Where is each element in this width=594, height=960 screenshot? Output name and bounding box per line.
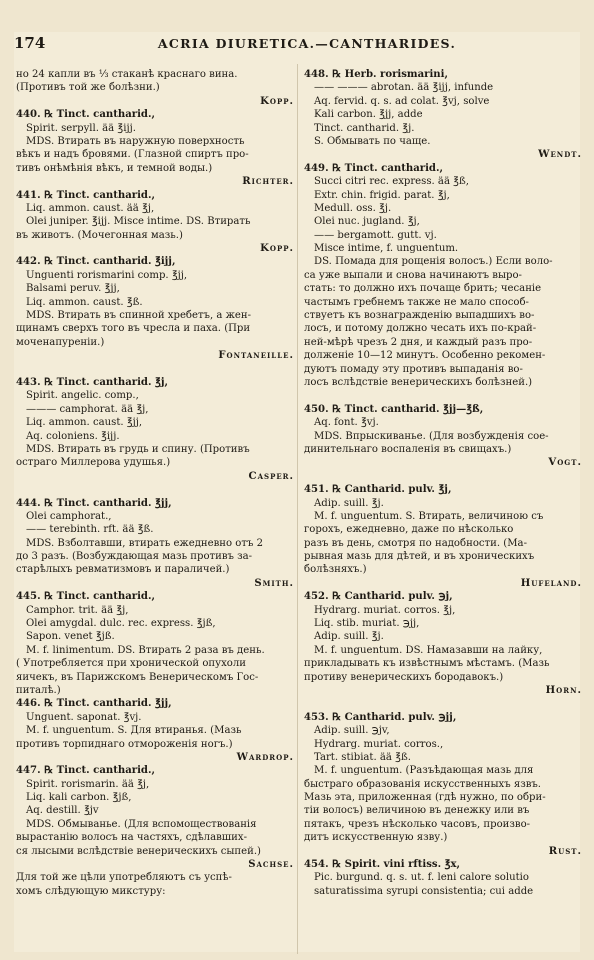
text-line: Extr. chin. frigid. parat. ℥j, <box>314 189 450 201</box>
text-line: Adip. suill. ℈jv, <box>314 725 390 737</box>
text-line: Kali carbon. ℥jj, adde <box>314 109 423 121</box>
recipe-heading-line: 448. ℞ Herb. rorismarini, <box>304 69 448 80</box>
text-line: Unguent. saponat. ℥vj. <box>26 711 142 723</box>
text-line: Succi citri rec. express. ää ℥ß, <box>314 176 469 188</box>
text-line: частымъ гребнемъ также не мало способ- <box>304 296 529 308</box>
text-line: са уже выпали и снова начинаютъ выро- <box>304 269 522 281</box>
text-line: яичекъ, въ Парижскомъ Венерическомъ Гос- <box>16 671 259 683</box>
recipe-heading-line: 447. ℞ Tinct. cantharid., <box>16 765 155 777</box>
text-line: Мазь эта, приложенная (гдѣ нужно, по обри- <box>304 792 546 804</box>
text-line: DS. Помада для рощенія волосъ.) Если воло- <box>314 256 553 268</box>
author-attribution: Wardrop. <box>236 751 294 763</box>
text-line: Liq. ammon. caust. ℥ß. <box>26 296 143 308</box>
text-line: M. f. unguentum. S. Втирать, величиною съ <box>314 510 544 522</box>
author-attribution: Kopp. <box>260 243 294 255</box>
text-line: Balsami peruv. ℥jj, <box>26 283 120 295</box>
text-line: Для той же цѣли употребляютъ съ успѣ- <box>16 872 232 884</box>
text-line: MDS. Взболтавши, втирать ежедневно отъ 2 <box>26 537 264 549</box>
author-attribution: Vogt. <box>548 457 582 469</box>
text-line: стать: то должно ихъ почаще брить; чесаніе <box>304 283 542 295</box>
text-line: горохъ, ежедневно, даже по нѣсколько <box>304 524 514 536</box>
recipe-heading-line: 449. ℞ Tinct. cantharid., <box>304 162 443 174</box>
text-line: тивъ онѣмѣнія вѣкъ, и темной воды.) <box>16 162 213 174</box>
text-line: MDS. Обмыванье. (Для вспомоществованія <box>26 818 257 830</box>
text-line: хомъ слѣдующую микстуру: <box>16 885 166 897</box>
text-line: болѣзняхъ.) <box>304 564 367 576</box>
recipe-heading-line: 446. ℞ Tinct. cantharid. ℥jj, <box>16 698 172 710</box>
recipe-heading-line: 442. ℞ Tinct. cantharid. ℥ijj, <box>16 256 176 268</box>
text-line: Aq. destill. ℥jv <box>26 805 99 817</box>
text-line: Adip. suill. ℥j. <box>314 497 384 509</box>
text-line: Spirit. angelic. comp., <box>26 390 139 402</box>
recipe-heading-line: 444. ℞ Tinct. cantharid. ℥jj, <box>16 497 172 509</box>
text-line: остраго Миллерова удушья.) <box>16 457 171 469</box>
text-line: вырастанію волосъ на частяхъ, сдѣлавших- <box>16 832 247 844</box>
text-line <box>304 470 586 483</box>
text-line: до 3 разъ. (Возбуждающая мазь противъ за- <box>16 551 253 563</box>
text-line: —— terebinth. rft. ää ℥ß. <box>26 524 154 536</box>
text-line <box>304 697 586 710</box>
text-line: ся лысыми вслѣдствіе венерическихъ сыпей.) <box>16 845 261 857</box>
text-line: динительнаго воспаленія въ свищахъ.) <box>304 443 512 455</box>
text-line: Medull. oss. ℥j. <box>314 202 392 214</box>
text-line: ней-мѣрѣ чрезъ 2 дня, и каждый разъ про- <box>304 336 533 348</box>
author-attribution: Casper. <box>248 470 294 482</box>
right-column <box>304 68 586 898</box>
text-line: Pic. burgund. q. s. ut. f. leni calore solutio <box>314 872 529 884</box>
text-line: прикладывать къ извѣстнымъ мѣстамъ. (Мазь <box>304 658 550 670</box>
text-line: въ животъ. (Мочегонная мазь.) <box>16 229 183 241</box>
text-line: M. f. linimentum. DS. Втирать 2 раза въ день. <box>26 644 265 656</box>
text-line: Olei camphorat., <box>26 510 112 522</box>
text-line: Aq. font. ℥vj. <box>314 417 379 429</box>
text-line: дитъ искусственную язву.) <box>304 832 448 844</box>
recipe-heading-line: 441. ℞ Tinct. cantharid., <box>16 189 155 201</box>
text-line: разъ въ день, смотря по надобности. (Ма- <box>304 537 527 549</box>
text-line: вѣкъ и надъ бровями. (Глазной спиртъ про- <box>16 149 249 161</box>
text-line: Aq. fervid. q. s. ad colat. ℥vj, solve <box>314 95 490 107</box>
recipe-heading-line: 453. ℞ Cantharid. pulv. ℈jj, <box>304 711 457 723</box>
text-line: Olei amygdal. dulc. rec. express. ℥jß, <box>26 618 216 630</box>
text-line: Misce intime, f. unguentum. <box>314 243 459 255</box>
author-attribution: Smith. <box>254 577 294 589</box>
text-line: но 24 капли въ ⅓ стаканѣ краснаго вина. <box>16 69 238 80</box>
author-attribution: Sachse. <box>248 859 294 871</box>
recipe-heading-line: 454. ℞ Spirit. vini rftiss. ℥x, <box>304 859 460 871</box>
text-line: M. f. unguentum. DS. Намазавши на лайку, <box>314 644 543 656</box>
text-line <box>304 389 586 402</box>
text-line: MDS. Втирать въ спинной хребетъ, а жен- <box>26 310 252 322</box>
author-attribution: Fontaneille. <box>218 350 294 362</box>
author-attribution: Horn. <box>545 684 582 696</box>
text-line: M. f. unguentum. S. Для втиранья. (Мазь <box>26 725 242 737</box>
text-line: Adip. suill. ℥j. <box>314 631 384 643</box>
text-line: ——— camphorat. ää ℥j, <box>26 403 149 415</box>
text-line: ствуетъ къ вознагражденію выпадшихъ во- <box>304 310 535 322</box>
text-line: дуютъ помаду эту противъ выпаданія во- <box>304 363 523 375</box>
running-title: ACRIA DIURETICA.—CANTHARIDES. <box>157 36 457 51</box>
text-line: (Противъ той же болѣзни.) <box>16 82 160 94</box>
text-line: рывная мазь для дѣтей, и въ хроническихъ <box>304 551 535 563</box>
text-line: Liq. kali carbon. ℥jß, <box>26 792 132 804</box>
text-line: —— bergamott. gutt. vj. <box>314 229 437 241</box>
text-line: M. f. unguentum. (Разъѣдающая мазь для <box>314 765 534 777</box>
text-line: старѣлыхъ ревматизмовъ и параличей.) <box>16 564 230 576</box>
text-line: Camphor. trit. ää ℥j, <box>26 604 129 616</box>
author-attribution: Wendt. <box>538 149 582 161</box>
text-line: Hydrarg. muriat. corros., <box>314 738 444 750</box>
recipe-heading-line: 451. ℞ Cantharid. pulv. ℥j, <box>304 484 452 496</box>
text-line: долженіе 10—12 минутъ. Особенно рекомен- <box>304 350 546 362</box>
text-line: Liq. ammon. caust. ℥jj, <box>26 417 143 429</box>
text-line: Hydrarg. muriat. corros. ℥j, <box>314 604 456 616</box>
page-header <box>14 34 580 56</box>
text-line <box>16 363 298 376</box>
text-line: Unguenti rorismarini comp. ℥jj, <box>26 269 188 281</box>
text-line: Spirit. serpyll. ää ℥ijj. <box>26 122 136 134</box>
text-line <box>16 483 298 496</box>
recipe-heading-line: 450. ℞ Tinct. cantharid. ℥jj—℥ß, <box>304 403 484 415</box>
text-line: MDS. Впрыскиванье. (Для возбужденія сое- <box>314 430 549 442</box>
left-column <box>16 68 298 898</box>
recipe-heading-line: 443. ℞ Tinct. cantharid. ℥j, <box>16 376 168 388</box>
text-line: ( Употребляется при хронической опухоли <box>16 658 246 670</box>
text-line: тіи волосъ) величиною въ денежку или въ <box>304 805 530 817</box>
text-line: быстраго образованія искусственныхъ язвъ. <box>304 778 542 790</box>
text-line: моченапуреніи.) <box>16 336 105 348</box>
recipe-heading-line: 445. ℞ Tinct. cantharid., <box>16 591 155 603</box>
text-line: MDS. Втирать въ грудь и спину. (Противъ <box>26 443 250 455</box>
text-line: противъ торпиднаго отмороженія ногъ.) <box>16 738 233 750</box>
author-attribution: Hufeland. <box>520 577 582 589</box>
text-line: —— ——— abrotan. ää ℥ijj, infunde <box>314 82 494 94</box>
recipe-heading-line: 440. ℞ Tinct. cantharid., <box>16 109 155 121</box>
text-line: щинамъ сверхъ того въ чресла и паха. (При <box>16 323 251 335</box>
text-line: лосъ вслѣдствіе венерическихъ болѣзней.) <box>304 376 533 388</box>
text-line: Sapon. venet ℥jß. <box>26 631 115 643</box>
author-attribution: Kopp. <box>260 95 294 107</box>
author-attribution: Richter. <box>242 176 294 188</box>
text-line: Liq. ammon. caust. ää ℥j, <box>26 202 155 214</box>
text-line: противу венерическихъ бородавокъ.) <box>304 671 504 683</box>
recipe-heading-line: 452. ℞ Cantharid. pulv. ℈j, <box>304 591 453 603</box>
text-line: Tinct. cantharid. ℥j. <box>314 122 415 134</box>
text-line: Olei juniper. ℥ijj. Misce intime. DS. Втирать <box>26 216 251 228</box>
text-line: MDS. Втирать въ наружную поверхность <box>26 135 245 147</box>
text-line: saturatissima syrupi consistentia; cui adde <box>314 885 534 897</box>
author-attribution: Rust. <box>548 845 582 857</box>
text-line: Aq. coloniens. ℥ijj. <box>26 430 120 442</box>
text-line: Olei nuc. jugland. ℥j, <box>314 216 420 228</box>
text-line: Liq. stib. muriat. ℈jj, <box>314 618 420 630</box>
text-line: пятакъ, чрезъ нѣсколько часовъ, произво- <box>304 818 531 830</box>
text-line: S. Обмывать по чаще. <box>314 135 431 147</box>
text-line: лосъ, и потому должно чесать ихъ по-край- <box>304 323 537 335</box>
text-line: питалѣ.) <box>16 684 61 696</box>
text-line: Spirit. rorismarin. ää ℥j, <box>26 778 150 790</box>
page-number: 174 <box>14 34 46 52</box>
text-line: Tart. stibiat. ää ℥ß. <box>314 751 411 763</box>
